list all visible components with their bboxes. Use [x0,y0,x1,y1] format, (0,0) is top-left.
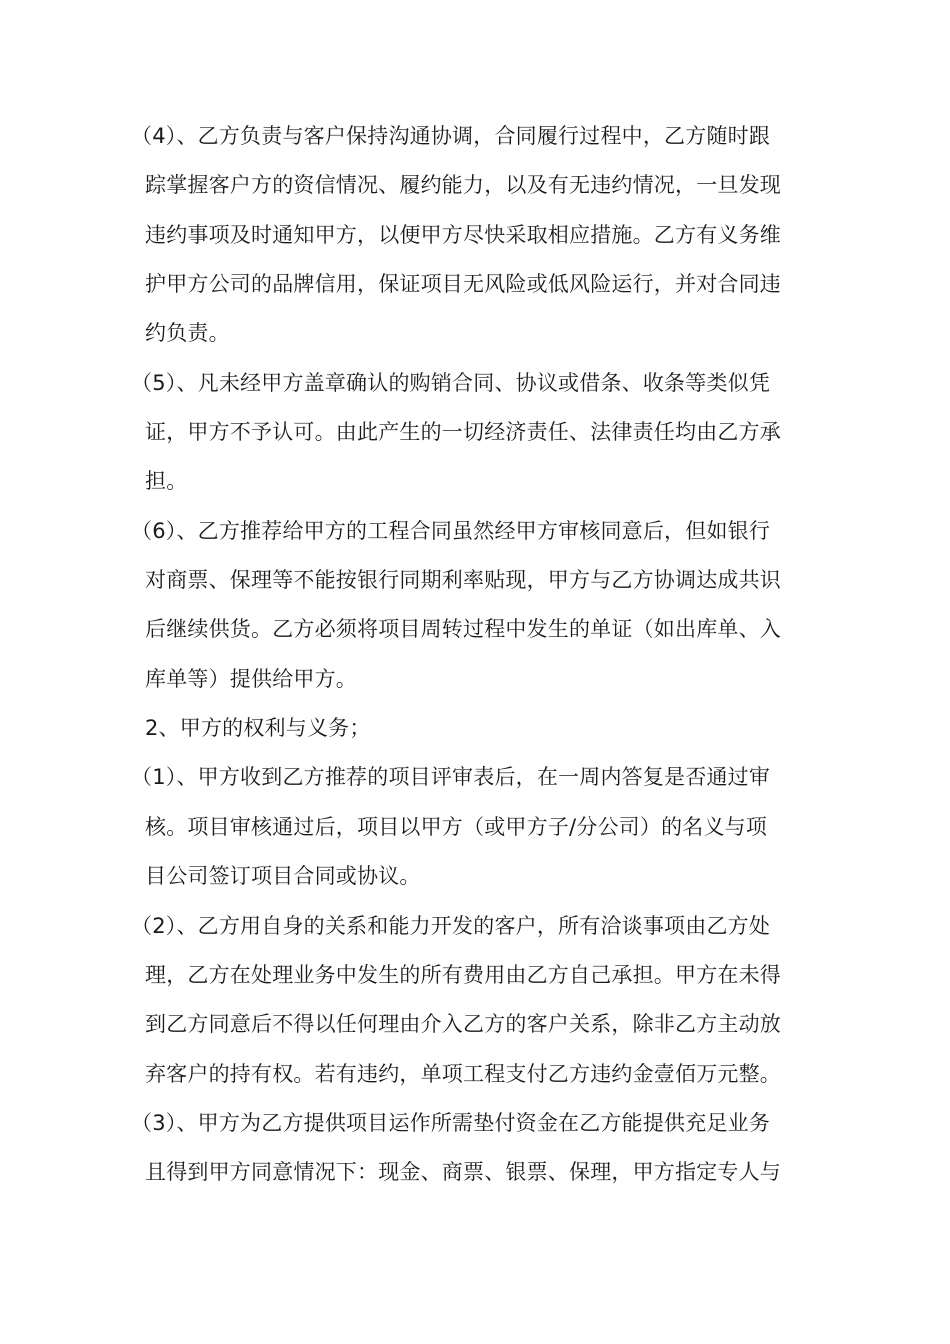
text-line [0,260,950,309]
line-text: （3）、甲方为乙方提供项目运作所需垫付资金在乙方能提供充足业务 [131,1110,771,1135]
line-text: 违约事项及时通知甲方，以便甲方尽快采取相应措施。乙方有义务维 [145,222,781,247]
text-line [0,211,950,260]
text-line [0,112,950,161]
line-text: 证，甲方不予认可。由此产生的一切经济责任、法律责任均由乙方承 [145,420,781,445]
text-line [0,852,950,901]
text-line [0,457,950,506]
line-text: （2）、乙方用自身的关系和能力开发的客户，所有洽谈事项由乙方处 [131,913,771,938]
text-line [0,309,950,358]
line-text: 约负责。 [145,321,230,346]
line-text: 对商票、保理等不能按银行同期利率贴现，甲方与乙方协调达成共识 [145,568,781,593]
text-line [0,803,950,852]
document-body [0,112,950,1198]
line-text: 核。项目审核通过后，项目以甲方（或甲方子/分公司）的名义与项 [145,814,768,839]
line-text: 目公司签订项目合同或协议。 [145,864,421,889]
text-line [0,359,950,408]
text-line [0,951,950,1000]
line-text: （4）、乙方负责与客户保持沟通协调，合同履行过程中，乙方随时跟 [131,124,771,148]
text-line [0,1099,950,1148]
text-line [0,1050,950,1099]
text-line [0,556,950,605]
line-text: 库单等）提供给甲方。 [145,666,357,691]
line-text: 后继续供货。乙方必须将项目周转过程中发生的单证（如出库单、入 [145,617,781,642]
line-text: 2、甲方的权利与义务； [145,716,371,741]
text-line [0,753,950,802]
section-heading [0,704,950,753]
text-line [0,1148,950,1197]
line-text: （6）、乙方推荐给甲方的工程合同虽然经甲方审核同意后，但如银行 [131,518,771,543]
line-text: 弃客户的持有权。若有违约，单项工程支付乙方违约金壹佰万元整。 [145,1061,781,1086]
line-text: （5）、凡未经甲方盖章确认的购销合同、协议或借条、收条等类似凭 [131,370,771,395]
line-text: 且得到甲方同意情况下：现金、商票、银票、保理，甲方指定专人与 [145,1160,781,1185]
text-line [0,902,950,951]
text-line [0,408,950,457]
line-text: 到乙方同意后不得以任何理由介入乙方的客户关系，除非乙方主动放 [145,1012,781,1037]
text-line [0,605,950,654]
text-line [0,1000,950,1049]
line-text: （1）、甲方收到乙方推荐的项目评审表后，在一周内答复是否通过审 [131,765,771,790]
line-text: 理，乙方在处理业务中发生的所有费用由乙方自己承担。甲方在未得 [145,962,781,987]
text-line [0,161,950,210]
line-text: 踪掌握客户方的资信情况、履约能力，以及有无违约情况，一旦发现 [145,173,781,198]
text-line [0,507,950,556]
line-text: 担。 [145,469,188,494]
text-line [0,655,950,704]
line-text: 护甲方公司的品牌信用，保证项目无风险或低风险运行，并对合同违 [145,272,781,297]
